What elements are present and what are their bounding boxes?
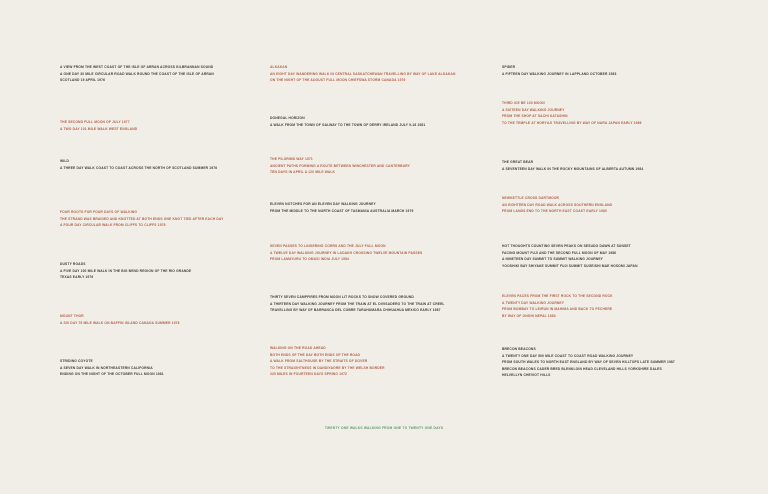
walk-entry <box>60 64 260 84</box>
walk-text-line: A SEVEN DAY WALK IN NORTHEASTERN CALIFORNIA <box>60 365 153 370</box>
walk-text-line: A ONE DAY 30 MILE CIRCULAR ROAD WALK ROUND THE COAST OF THE ISLE OF ARRAN <box>60 71 214 76</box>
walk-text-line: SPIDER <box>502 65 516 69</box>
walk-text-line: AN EIGHT DAY WANDERING WALK IN CENTRAL SASKATCHEWAN TRAVELLING BY WAY OF LAKE ALKAKAN <box>270 71 456 76</box>
walk-entry <box>60 313 260 326</box>
walk-text-line: MOUNT THOR <box>60 314 84 318</box>
footer-title: TWENTY ONE WALKS WALKING FROM ONE TO TWENTY ONE DAYS <box>324 426 444 430</box>
walk-entry <box>270 115 495 128</box>
walk-text-line: FROM LANDS END TO THE NORTH EAST COAST EARLY 1980 <box>502 209 607 214</box>
walk-text-line: ELEVEN NOTCHES FOR AN ELEVEN DAY WALKING JOURNEY <box>270 202 376 206</box>
walk-text-line: THE STRAND WAS BRAIDED AND KNOTTED AT BOTH ENDS ONE KNOT TIED AFTER EACH DAY <box>60 216 224 221</box>
walk-text-line: TRAVELLING BY WAY OF BARRANCA DEL COBRE TARAHUMARA CHIHUAHUA MEXICO EARLY 1987 <box>270 308 441 313</box>
walk-text-line: BRECON BEACONS CADER BRED BLENKLOIN HEAD CLEVELAND HILLS YORKSHIRE DALES <box>502 366 662 371</box>
walk-text-line: BY WAY OF ONGHI NEPAL 1983 <box>502 313 556 318</box>
walk-text-line: A TWELVE DAY WALKING JOURNEY IN LADAKH CROSSING TWELVE MOUNTAIN PASSES <box>270 250 423 255</box>
walk-entry <box>270 243 495 263</box>
walk-entry <box>270 156 495 176</box>
walk-text-line: ENDING ON THE NIGHT OF THE OCTOBER FULL MOON 1981 <box>60 372 164 377</box>
walk-text-line: WALKING ON THE ROAD AHEAD <box>270 346 326 350</box>
walk-entry <box>502 243 707 269</box>
walk-text-line: A SIXTEEN DAY WALKING JOURNEY <box>502 107 565 112</box>
walk-text-line: FROM LAMAYURU TO OMASI INDIA JULY 1984 <box>270 257 350 262</box>
walk-text-line: NEWKETTLE CROSS DARTMOOR <box>502 196 560 200</box>
walk-entry <box>60 158 260 171</box>
walk-text-line: A FIFTEEN DAY WALKING JOURNEY IN LAPPLAND OCTOBER 1983 <box>502 71 617 76</box>
walk-text-line: A THREE DAY WALK COAST TO COAST ACROSS THE NORTH OF SCOTLAND SUMMER 1976 <box>60 165 218 170</box>
walk-text-line: TO THE TEMPLE AT HORYUJI TRAVELLING BY WAY OF NARA JAPAN EARLY 1986 <box>502 120 642 125</box>
walk-text-line: THIRD ICE BE 100 MOON <box>502 101 545 105</box>
walk-text-line: TO THE STRAIGHTNESS IN DANDIYAGRE BY THE WELSH BORDER <box>270 365 385 370</box>
walk-text-line: A THIRTEEN DAY WALKING JOURNEY FROM THE TRAIN AT EL DIVISADERO TO THE TRAIN AT CREEL <box>270 301 445 306</box>
walk-text-line: YOOSHIKI BAY SHIYAKE SUMMIT FUJI SUMMIT SUGEISHI MAE HOSOMI JAPAN <box>502 263 638 268</box>
walk-entry <box>60 119 260 132</box>
walk-text-line: STRIDING COYOTE <box>60 359 93 363</box>
walk-text-line: FROM THE MIDDLE TO THE NORTH COAST OF TASMANIA AUSTRALIA MARCH 1979 <box>270 208 414 213</box>
walk-text-line: THIRTY SEVEN CAMPFIRES FROM MOON LIT ROCKS TO SNOW COVERED GROUND <box>270 295 414 299</box>
walk-text-line: DONEGAL HORIZON <box>270 116 305 120</box>
walk-text-line: HOT THOUGHTS COUNTING SEVEN PEAKS ON SESUDO DAWN AT SUNSET <box>502 244 631 248</box>
walk-text-line: SEVEN PASSES TO LINGERING CORRS AND THE JULY FULL MOON <box>270 244 386 248</box>
walk-text-line: A WALK FROM THE TOWN OF GALWAY TO THE TOWN OF DERRY IRELAND JULY 9-16 1981 <box>270 122 426 127</box>
walk-text-line: AN EIGHTEEN DAY ROAD WALK ACROSS SOUTHERN ENGLAND <box>502 202 613 207</box>
walk-text-line: BRECON BEACONS <box>502 347 536 351</box>
walk-text-line: BOTH ENDS OF THE DAY BOTH ENDS OF THE ROAD <box>270 352 361 357</box>
walk-entry <box>270 345 495 378</box>
walk-text-line: FOUR ROOTS FOR FOUR DAYS OF WALKING <box>60 210 138 214</box>
walk-text-line: TEXAS EARLY 1976 <box>60 275 94 280</box>
walk-text-line: SCOTLAND 19 APRIL 1976 <box>60 78 106 83</box>
walk-entry <box>270 294 495 314</box>
walk-text-line: DUSTY ROADS <box>60 262 86 266</box>
walk-text-line: A NINETEEN DAY SUMMIT TO SUMMIT WALKING JOURNEY <box>502 257 604 262</box>
walk-entry <box>502 346 707 379</box>
walk-text-line: A SIX DAY 75 MILE WALK ON BAFFIN ISLAND CANADA SUMMER 1976 <box>60 320 180 325</box>
walk-entry <box>60 209 260 229</box>
walk-text-line: ANCIENT PATHS FORMING A ROUTE BETWEEN WINCHESTER AND CANTERBURY <box>270 163 410 168</box>
walk-text-line: ELEVEN PACES FROM THE FIRST ROCK TO THE SECOND ROCK <box>502 294 613 298</box>
walk-text-line: ALKAKAN <box>270 65 288 69</box>
walk-text-line: FACING MOUNT FUJI AND THE SECOND FULL MOON OF MAY 1986 <box>502 250 617 255</box>
walk-text-line: HELVELLYN CHEVIOT HILLS <box>502 373 551 378</box>
walk-text-line: WILD <box>60 159 70 163</box>
walk-text-line: THE PILGRIMS WAY 1971 <box>270 157 313 161</box>
walk-text-line: A TWENTY DAY WALKING JOURNEY <box>502 300 565 305</box>
walk-entry <box>502 293 707 319</box>
walk-text-line: THE SECOND FULL MOON OF JULY 1977 <box>60 120 130 124</box>
walk-text-line: THE GREAT BEAR <box>502 160 534 164</box>
walk-text-line: FROM THE SHOP AT SACHI KATASHIN <box>502 114 568 119</box>
walk-text-line: A TWO DAY 101 MILE WALK WEST ENGLAND <box>60 126 138 131</box>
walk-entry <box>502 195 707 215</box>
walk-entry <box>60 358 260 378</box>
walk-entry <box>270 64 495 84</box>
walk-text-line: A FIVE DAY 100 MILE WALK IN THE BIG BEND REGION OF THE RIO GRANDE <box>60 268 192 273</box>
walk-text-line: FROM SOUTH WALES TO NORTH EAST ENGLAND BY WAY OF SEVEN HILLTOPS LATE SUMMER 1987 <box>502 360 675 365</box>
walk-text-line: A TWENTY ONE DAY 500 MILE COAST TO COAST ROAD WALKING JOURNEY <box>502 353 634 358</box>
walk-text-line: FROM BOMBAY TO LEIRUN IN MAHIMA AND BACK TO FECHERE <box>502 307 613 312</box>
walk-text-line: A FOUR DAY CIRCULAR WALK FROM CLIFFS TO CLIFFS 1978 <box>60 223 166 228</box>
walk-entry <box>60 261 260 281</box>
walk-entry <box>502 100 707 126</box>
walk-text-line: A VIEW FROM THE WEST COAST OF THE ISLE OF ARRAN ACROSS KILBRANNAN SOUND <box>60 65 214 69</box>
walk-entry <box>270 201 495 214</box>
walk-text-line: TEN DAYS IN APRIL A 120 MILE WALK <box>270 170 336 175</box>
walk-text-line: A WALK FROM SALTHOUSE BY THE STRAITS OF DOVER <box>270 359 368 364</box>
walk-text-line: 220 MILES IN FOURTEEN DAYS SPRING 1972 <box>270 372 348 377</box>
walk-text-line: A SEVENTEEN DAY WALK IN THE ROCKY MOUNTAINS OF ALBERTA AUTUMN 1984 <box>502 166 644 171</box>
walk-text-line: ON THE NIGHT OF THE AUGUST FULL MOON CHIEFSWA STORM CANADA 1976 <box>270 78 406 83</box>
walk-entry <box>502 159 707 172</box>
walk-entry <box>502 64 707 77</box>
